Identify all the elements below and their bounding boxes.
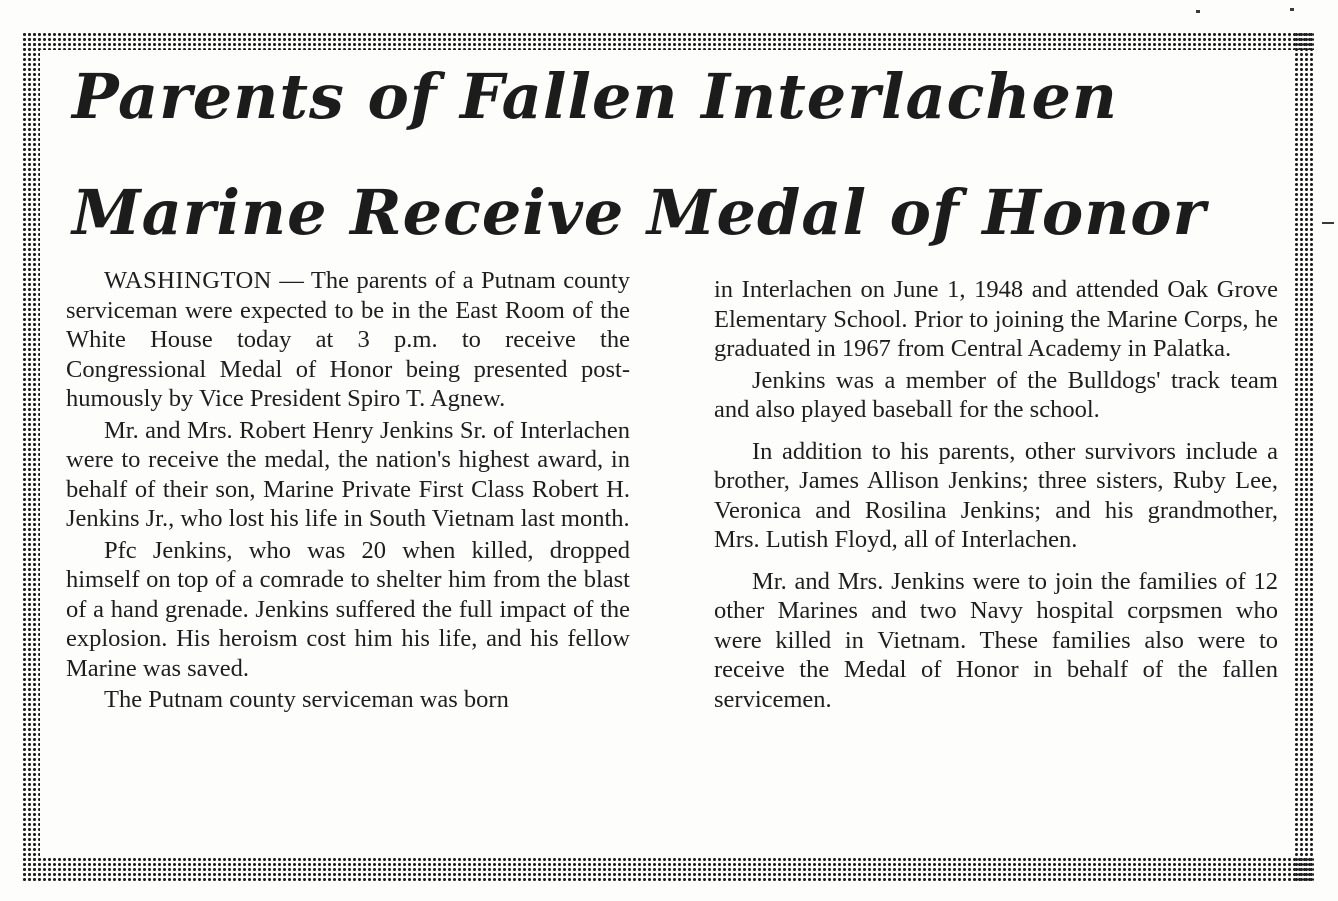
dateline: WASHINGTON — [104, 267, 272, 294]
article-column-left — [66, 266, 630, 717]
scan-speck — [1196, 10, 1200, 13]
paragraph: Mr. and Mrs. Robert Henry Jenkins Sr. of Interlachen were to receive the medal, the nation's highest award, in behalf of their son, Marine Private First Class Robert H. Jenkins Jr., who lost his life in South Vietnam last month. — [66, 416, 630, 532]
paragraph: Mr. and Mrs. Jenkins were to join the families of 12 other Marines and two Navy hospital corpsmen who were killed in Vietnam. These families also were to receive the Medal of Honor in behalf of the fallen servicemen. — [714, 567, 1278, 713]
paragraph: In addition to his parents, other survivors include a brother, James Allison Jenkins; three sisters, Ruby Lee, Veronica and Rosilina Jenkins; and his grandmother, Mrs. Lutish Floyd, all of Interlachen. — [714, 437, 1278, 553]
paragraph — [66, 266, 630, 414]
paragraph-text: — The parents of a Putnam county serviceman were expected to be in the East Room of the White House today at 3 p.m. to receive the Congressional Medal of Honor being presented post-humously by Vice President Spiro T. Agnew. — [66, 267, 630, 412]
dotted-border-bottom — [22, 857, 1314, 883]
paragraph: Jenkins was a member of the Bulldogs' track team and also played baseball for the school. — [714, 366, 1278, 423]
paragraph: The Putnam county serviceman was born — [104, 686, 509, 713]
headline-line-1: Parents of Fallen Interlachen — [72, 60, 1118, 133]
paragraph-continued: in Interlachen on June 1, 1948 and attended Oak Grove Elementary School. Prior to joining the Marine Corps, he graduated in 1967 from Central Academy in Palatka. — [714, 276, 1278, 362]
scan-speck — [1322, 222, 1334, 224]
dotted-border-right — [1294, 32, 1314, 883]
dotted-border-top — [22, 32, 1314, 50]
article-column-right — [714, 275, 1278, 716]
dotted-border-left — [22, 32, 40, 883]
paragraph: Pfc Jenkins, who was 20 when killed, dropped himself on top of a comrade to shelter him from the blast of a hand grenade. Jenkins suffered the full impact of the explosion. His heroism cost him his life, and his fellow Marine was saved. — [66, 536, 630, 682]
headline-line-2: Marine Receive Medal of Honor — [72, 176, 1207, 249]
scan-speck — [1290, 8, 1294, 11]
